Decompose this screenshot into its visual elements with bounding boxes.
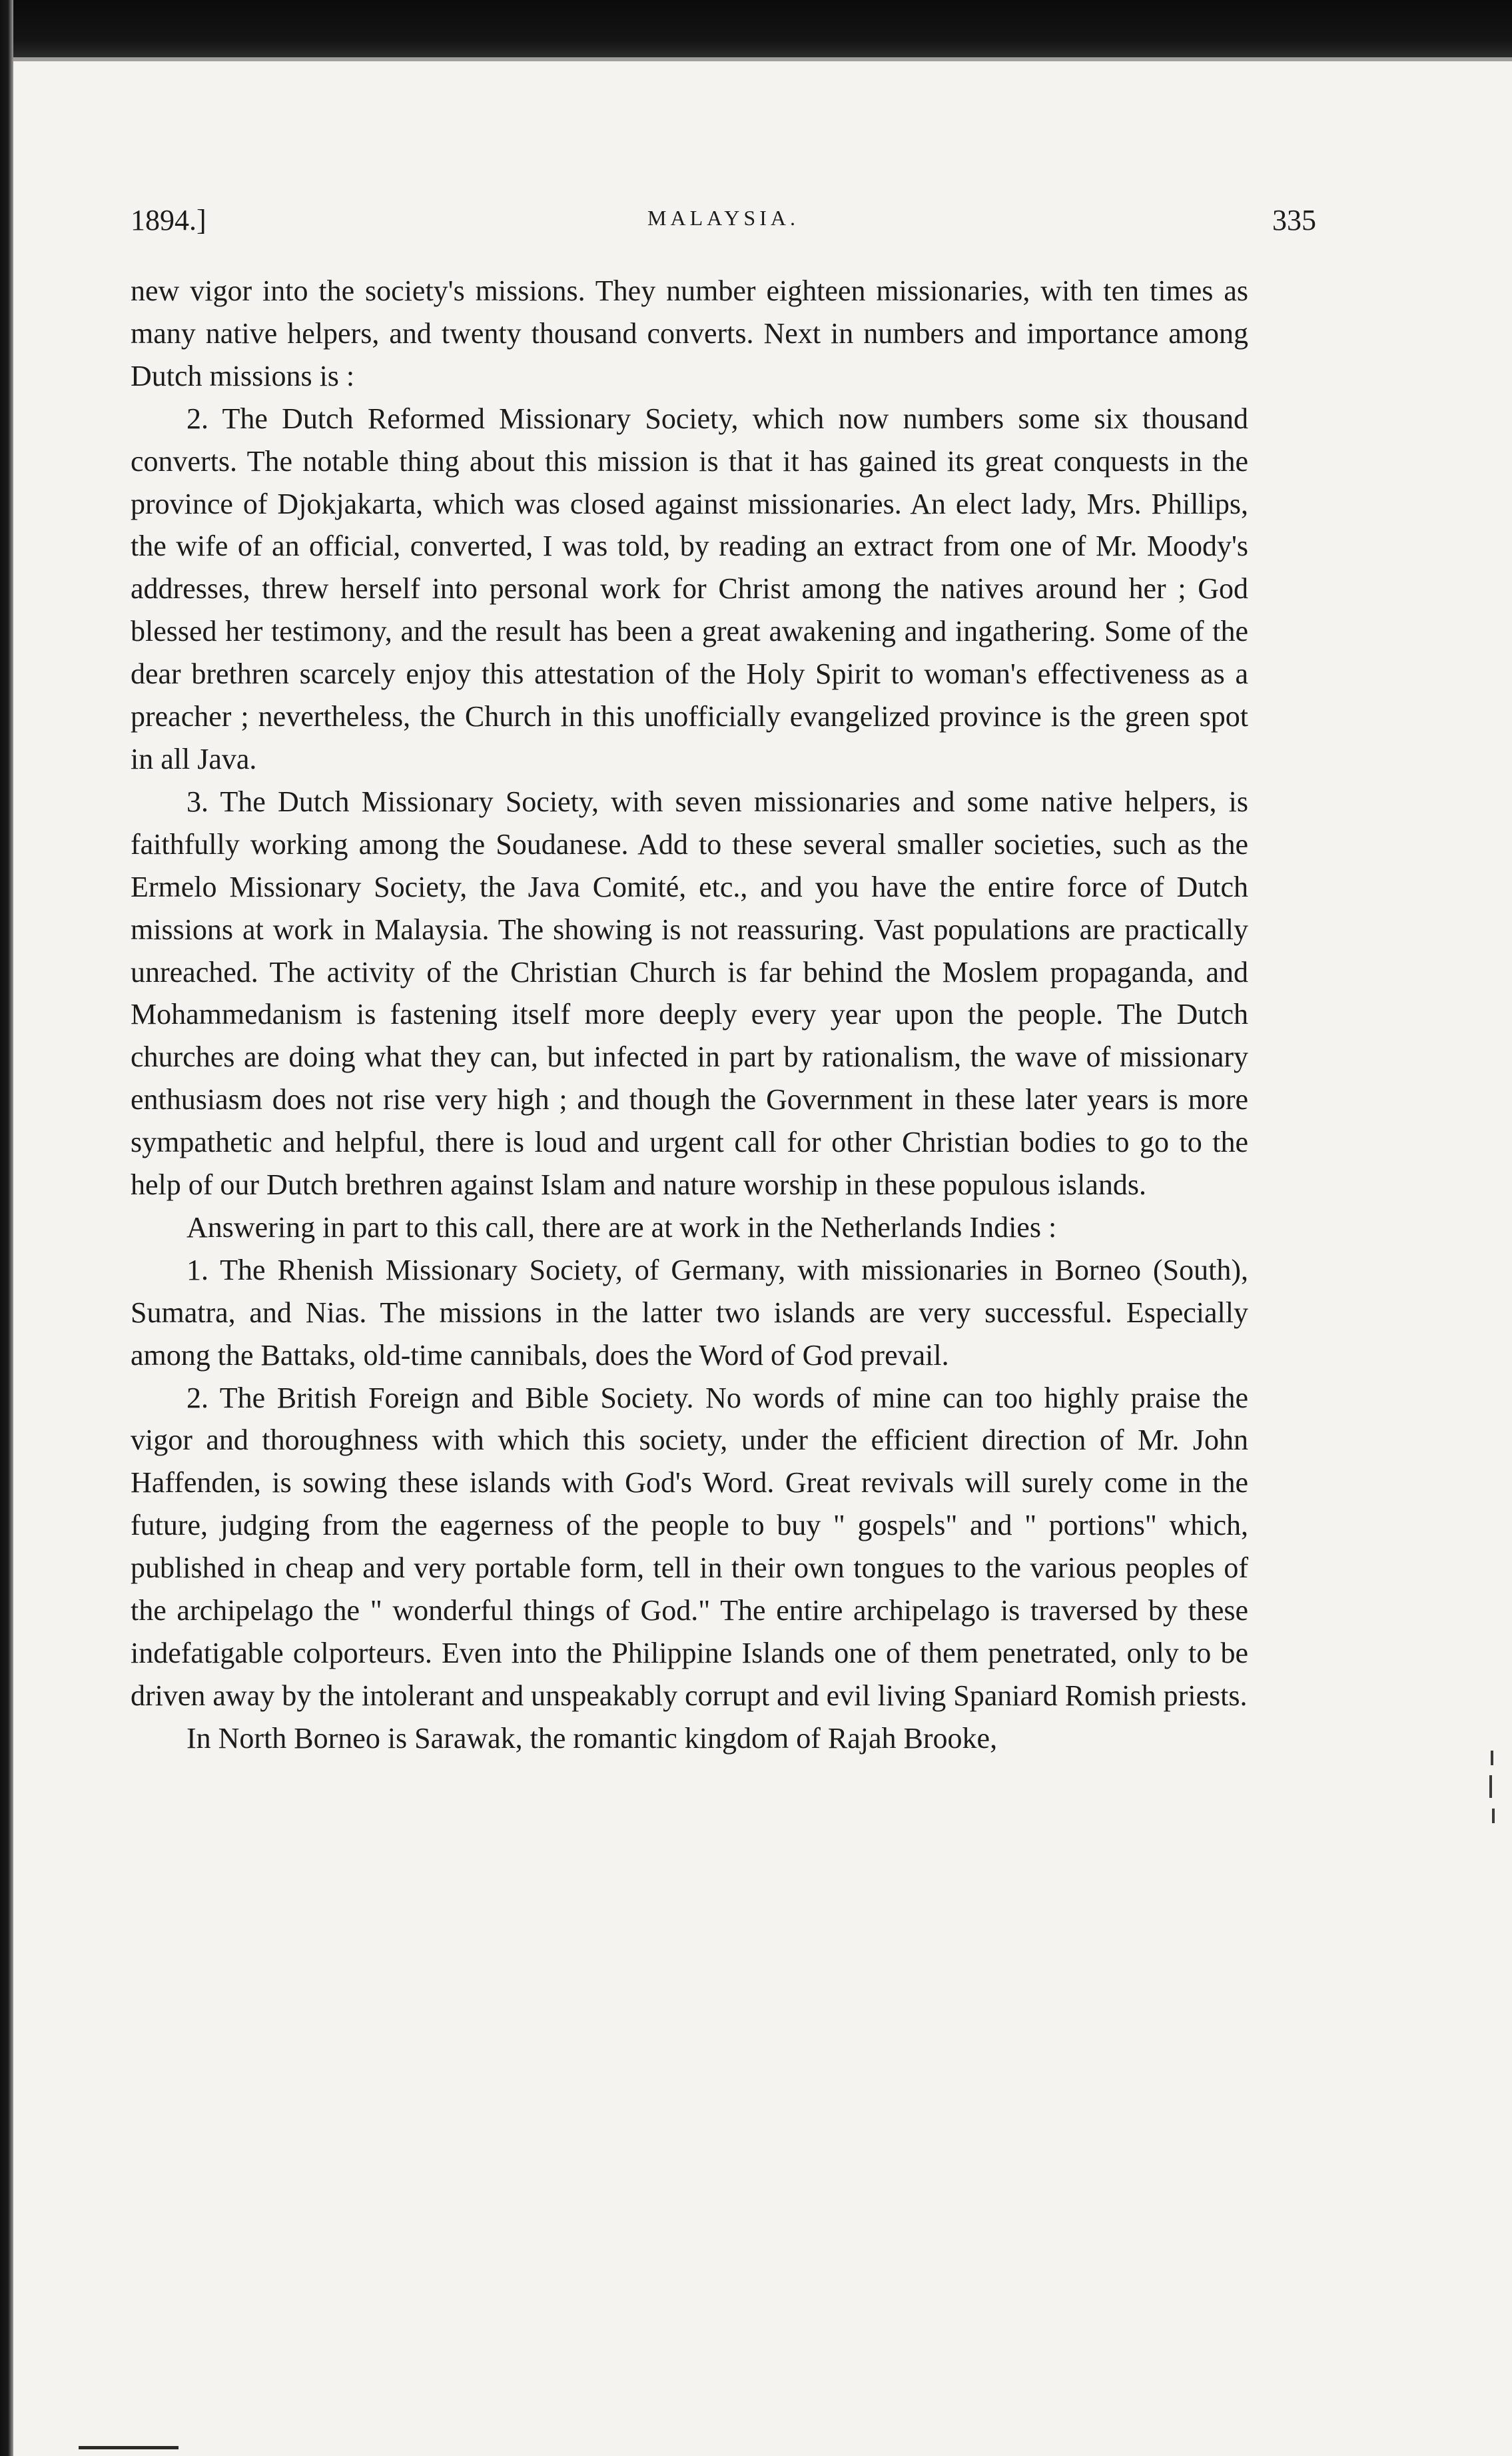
- paragraph: 2. The Dutch Reformed Missionary Society, which now numbers some six thousand converts. The notable thing about this mission is that it has gained its great conquests in the province of Djokjakarta, which was closed against missionaries. An elect lady, Mrs. Phillips, the wife of an official, converted, I was told, by reading an extract from one of Mr. Moody's addresses, threw herself into personal work for Christ among the natives around her ; God blessed her testimony, and the result has been a great awakening and ingathering. Some of the dear brethren scarcely enjoy this attestation of the Holy Spirit to woman's effectiveness as a preacher ; nevertheless, the Church in this unofficially evangelized province is the green spot in all Java.: [131, 402, 1248, 775]
- margin-mark: [1492, 1809, 1495, 1823]
- paragraph: In North Borneo is Sarawak, the romantic kingdom of Rajah Brooke,: [187, 1721, 998, 1755]
- paragraph: 3. The Dutch Missionary Society, with seven missionaries and some native helpers, is faithfully working among the Soudanese. Add to these several smaller societies, such as the Ermelo Missionary Society, the Java Comité, etc., and you have the entire force of Dutch missions at work in Malaysia. The showing is not reassuring. Vast populations are practically unreached. The activity of the Christian Church is far behind the Moslem propaganda, and Mohammedanism is fastening itself more deeply every year upon the people. The Dutch churches are doing what they can, but infected in part by rationalism, the wave of missionary enthusiasm does not rise very high ; and though the Government in these later years is more sympathetic and helpful, there is loud and urgent call for other Christian bodies to go to the help of our Dutch brethren against Islam and nature worship in these populous islands.: [131, 785, 1248, 1202]
- scan-top-edge: [0, 57, 1512, 61]
- margin-mark: [1489, 1775, 1492, 1798]
- body-text: [131, 270, 1248, 1760]
- paragraph: 2. The British Foreign and Bible Society. No words of mine can too highly praise the vigor and thoroughness with which this society, under the efficient direction of Mr. John Haffenden, is sowing these islands with God's Word. Great revivals will surely come in the future, judging from the eagerness of the people to buy " gospels" and " portions" which, published in cheap and very portable form, tell in their own tongues to the various peoples of the archipelago the " wonderful things of God." The entire archipelago is traversed by these indefatigable colporteurs. Even into the Philippine Islands one of them penetrated, only to be driven away by the intolerant and unspeakably corrupt and evil living Spaniard Romish priests.: [131, 1381, 1248, 1712]
- scan-bottom-mark: [79, 2446, 179, 2449]
- running-head: [131, 203, 1316, 243]
- paragraph: Answering in part to this call, there are at work in the Netherlands Indies :: [187, 1210, 1057, 1244]
- paragraph: 1. The Rhenish Missionary Society, of Germany, with missionaries in Borneo (South), Sumatra, and Nias. The missions in the latter two islands are very successful. Especially among the Battaks, old-time cannibals, does the Word of God prevail.: [131, 1253, 1248, 1372]
- scan-left-border: [0, 0, 13, 2456]
- header-title: MALAYSIA.: [647, 206, 799, 230]
- margin-mark: [1491, 1751, 1493, 1765]
- header-year: 1894.]: [131, 204, 206, 236]
- page-number: 335: [1272, 204, 1316, 236]
- paragraph: new vigor into the society's missions. They number eighteen missionaries, with ten times as many native helpers, and twenty thousand converts. Next in numbers and importance among Dutch missions is :: [131, 274, 1248, 392]
- scan-top-border: [0, 0, 1512, 57]
